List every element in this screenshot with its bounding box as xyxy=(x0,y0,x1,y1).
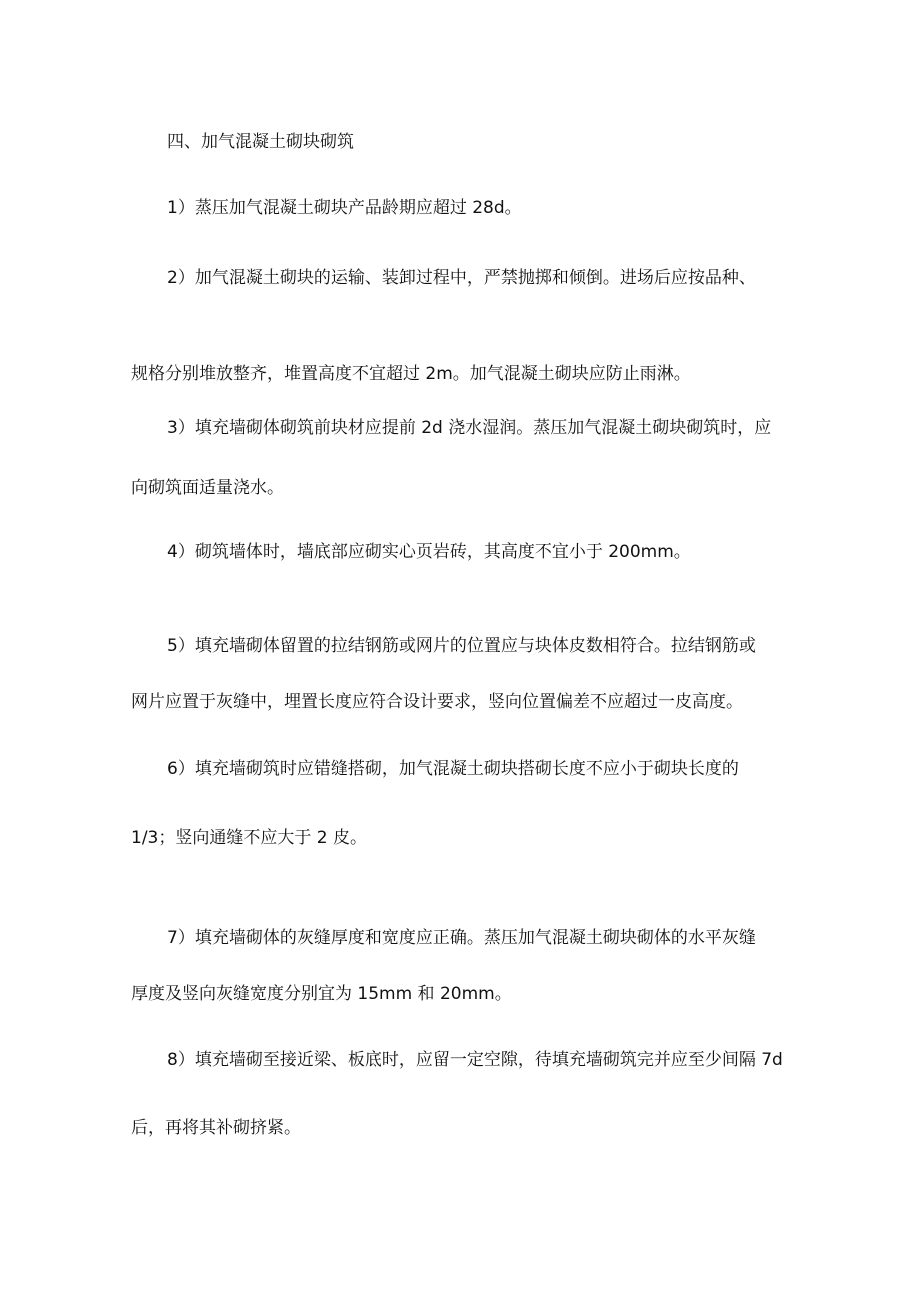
paragraph-line: 8）填充墙砌至接近梁、板底时，应留一定空隙，待填充墙砌筑完并应至少间隔 7d xyxy=(167,1050,783,1070)
paragraph-line: 规格分别堆放整齐，堆置高度不宜超过 2m。加气混凝土砌块应防止雨淋。 xyxy=(131,364,691,384)
paragraph-line: 6）填充墙砌筑时应错缝搭砌，加气混凝土砌块搭砌长度不应小于砌块长度的 xyxy=(167,759,739,779)
paragraph-line: 5）填充墙砌体留置的拉结钢筋或网片的位置应与块体皮数相符合。拉结钢筋或 xyxy=(167,636,756,656)
paragraph-line: 1）蒸压加气混凝土砌块产品龄期应超过 28d。 xyxy=(167,198,522,218)
paragraph-line: 后，再将其补砌挤紧。 xyxy=(131,1118,301,1138)
paragraph-line: 网片应置于灰缝中，埋置长度应符合设计要求，竖向位置偏差不应超过一皮高度。 xyxy=(131,692,743,712)
paragraph-line: 向砌筑面适量浇水。 xyxy=(131,478,284,498)
paragraph-line: 3）填充墙砌体砌筑前块材应提前 2d 浇水湿润。蒸压加气混凝土砌块砌筑时，应 xyxy=(167,418,772,438)
paragraph-line: 7）填充墙砌体的灰缝厚度和宽度应正确。蒸压加气混凝土砌块砌体的水平灰缝 xyxy=(167,928,756,948)
paragraph-line: 厚度及竖向灰缝宽度分别宜为 15mm 和 20mm。 xyxy=(131,984,512,1004)
paragraph-line: 2）加气混凝土砌块的运输、装卸过程中，严禁抛掷和倾倒。进场后应按品种、 xyxy=(167,268,756,288)
paragraph-line: 1/3；竖向通缝不应大于 2 皮。 xyxy=(131,828,367,848)
paragraph-line: 4）砌筑墙体时，墙底部应砌实心页岩砖，其高度不宜小于 200mm。 xyxy=(167,542,691,562)
section-heading: 四、加气混凝土砌块砌筑 xyxy=(167,132,354,152)
